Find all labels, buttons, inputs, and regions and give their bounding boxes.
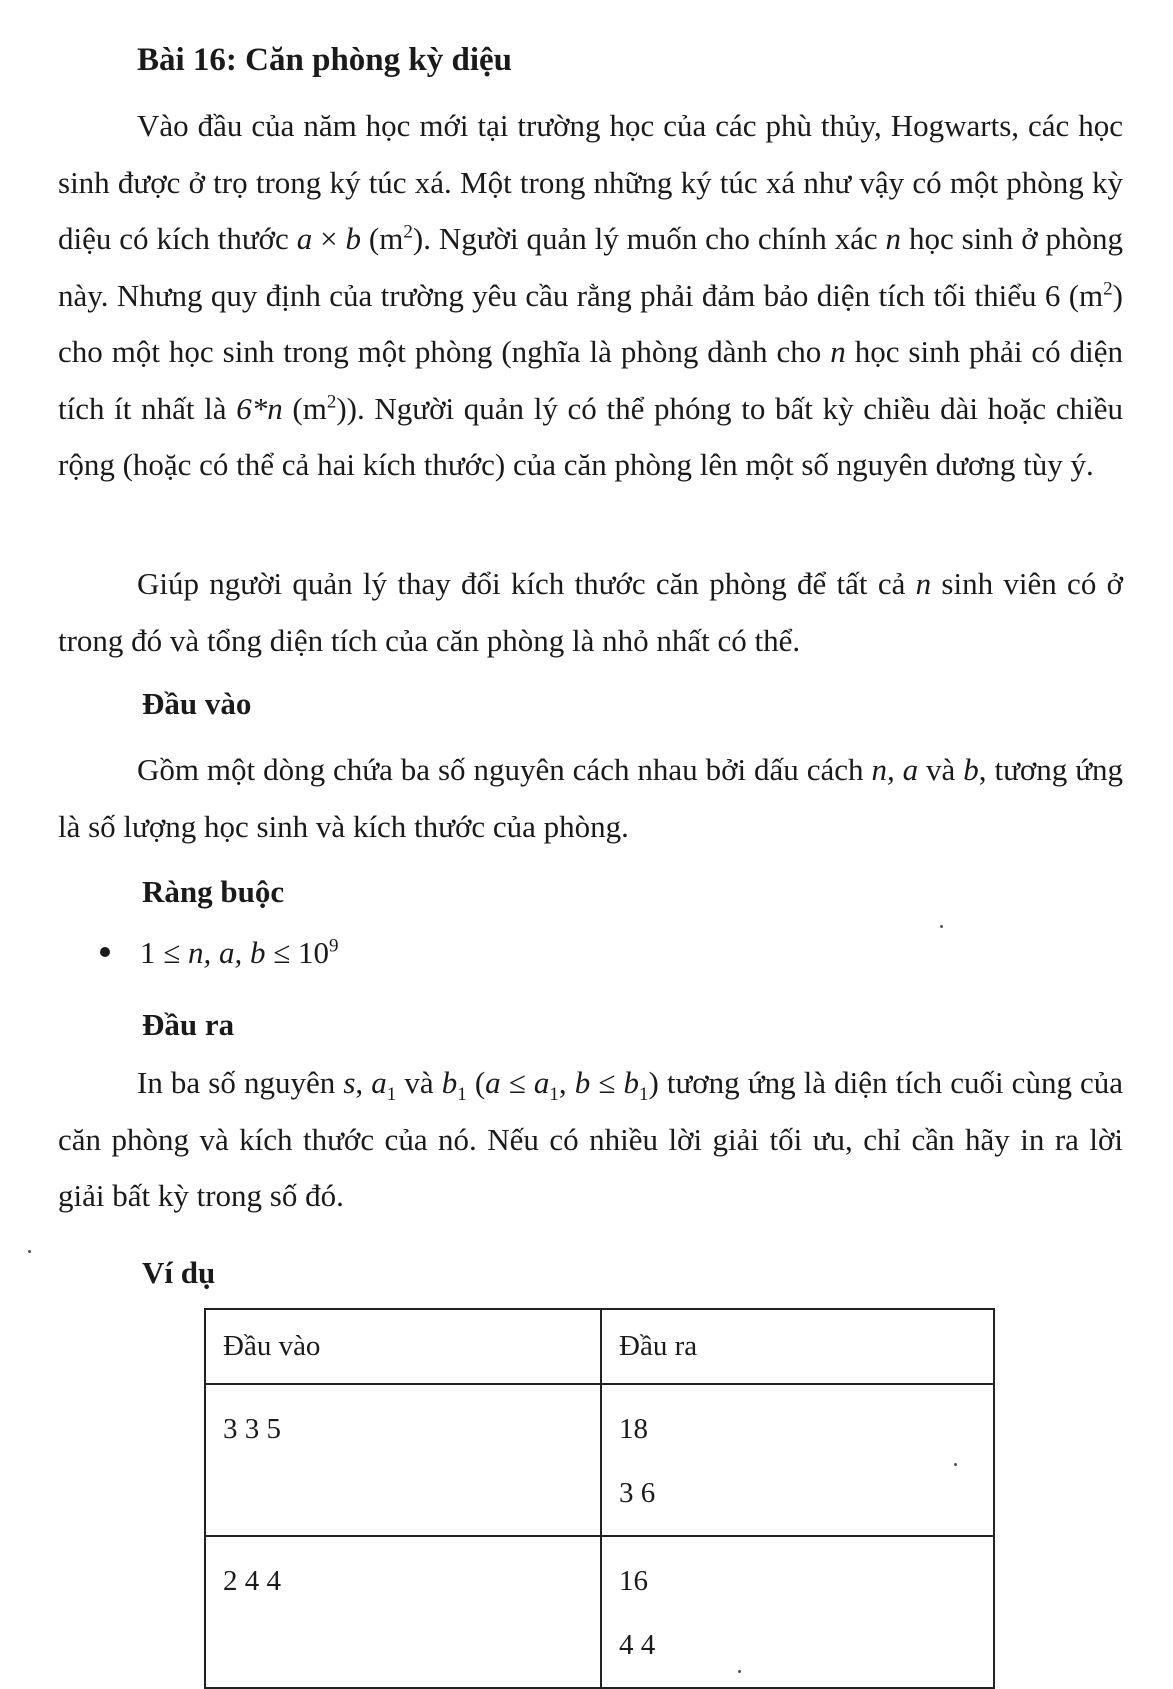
scan-speck	[738, 1670, 741, 1673]
subscript: 1	[549, 1084, 559, 1106]
column-header-input: Đầu vào	[205, 1309, 601, 1384]
punct: (	[466, 1065, 486, 1100]
constraint-prefix: 1 ≤	[140, 935, 189, 970]
example-input-cell	[205, 1536, 601, 1688]
constraint-vars: n, a, b	[188, 935, 266, 970]
var-list: n, a	[871, 752, 919, 787]
table-row	[205, 1536, 994, 1688]
output-description	[58, 1055, 1123, 1225]
input-description	[58, 742, 1123, 855]
statement-text: Vào đầu của năm học mới tại trường học của các phù thủy, Hogwarts, các học sinh được ở trọ trong ký túc xá. Một trong những ký túc xá như vậy có một phòng kỳ diệu có kích thước	[58, 108, 1123, 256]
unit-text: (m	[361, 221, 404, 256]
statement-paragraph-1	[58, 98, 1123, 494]
var-n: n	[830, 334, 846, 369]
constraints-heading: Ràng buộc	[142, 874, 285, 909]
example-input: 2 4 4	[223, 1565, 281, 1597]
example-output-line: 16	[619, 1565, 648, 1597]
problem-title: Bài 16: Căn phòng kỳ diệu	[137, 42, 513, 78]
constraint-bound: ≤ 10	[265, 935, 330, 970]
input-text: Gồm một dòng chứa ba số nguyên cách nhau bởi dấu cách	[137, 752, 872, 787]
statement-paragraph-2	[58, 556, 1123, 669]
statement-text: )). Người quản lý có thể phóng to bất kỳ chiều dài hoặc chiều rộng (hoặc có thể cả hai kích thước) của căn phòng lên một số nguyên dương tùy ý.	[58, 390, 1123, 482]
output-heading: Đầu ra	[142, 1007, 235, 1042]
var-b1: b	[623, 1065, 639, 1100]
statement-text: học sinh phải có diện tích ít nhất là	[58, 334, 1123, 426]
area-expression: 6*n	[236, 390, 283, 426]
times-sign: ×	[312, 221, 346, 256]
var-b: b	[345, 221, 362, 256]
output-text: và	[396, 1065, 442, 1100]
example-output-line: 3 6	[619, 1477, 656, 1509]
var-s: s	[343, 1065, 356, 1100]
example-output-cell	[601, 1536, 994, 1688]
subscript: 1	[457, 1084, 467, 1106]
table-row	[205, 1384, 994, 1536]
input-text: và	[918, 752, 964, 787]
example-heading: Ví dụ	[142, 1255, 216, 1290]
input-text: , tương ứng là số lượng học sinh và kích thước của phòng.	[58, 752, 1123, 844]
example-output-line: 4 4	[619, 1629, 656, 1661]
scan-speck	[954, 1463, 957, 1466]
example-input: 3 3 5	[223, 1413, 281, 1445]
superscript: 2	[1103, 278, 1113, 300]
punct: ,	[355, 1065, 372, 1100]
var-a: a	[485, 1065, 501, 1100]
example-output-line: 18	[619, 1413, 648, 1445]
example-output-cell	[601, 1384, 994, 1536]
var-n: n	[885, 221, 902, 256]
column-header-output: Đầu ra	[601, 1309, 994, 1384]
statement-text: Giúp người quản lý thay đổi kích thước căn phòng để tất cả	[137, 566, 916, 601]
var-b1: b	[441, 1065, 458, 1100]
bullet-dot-icon	[100, 947, 110, 957]
var-b: b	[574, 1065, 591, 1100]
scan-speck	[28, 1250, 31, 1253]
var-a: a	[296, 221, 313, 256]
example-table	[204, 1308, 995, 1689]
var-n: n	[915, 566, 932, 601]
superscript: 2	[403, 221, 413, 243]
input-heading: Đầu vào	[142, 686, 252, 721]
var-a1: a	[371, 1065, 387, 1100]
statement-text: ) cho một học sinh trong một phòng (nghĩa là phòng dành cho	[58, 277, 1123, 369]
unit-text: (m	[282, 390, 327, 426]
superscript: 9	[329, 935, 339, 957]
var-a1: a	[533, 1065, 550, 1100]
var-b: b	[963, 752, 979, 787]
scan-speck	[940, 925, 943, 928]
example-input-cell	[205, 1384, 601, 1536]
statement-text: ). Người quản lý muốn cho chính xác	[412, 221, 886, 256]
statement-text: học sinh ở phòng này. Nhưng quy định của trường yêu cầu rằng phải đảm bảo diện tích tối thiểu 6 (m	[58, 221, 1124, 313]
table-header-row	[205, 1309, 994, 1384]
le-sign: ≤	[590, 1065, 624, 1100]
constraint-text	[140, 935, 339, 971]
output-text: In ba số nguyên	[137, 1065, 344, 1100]
output-text: ) tương ứng là diện tích cuối cùng của căn phòng và kích thước của nó. Nếu có nhiều lời giải tối ưu, chỉ cần hãy in ra lời giải bất kỳ trong số đó.	[58, 1065, 1124, 1213]
superscript: 2	[326, 391, 337, 413]
subscript: 1	[386, 1084, 397, 1106]
statement-text: sinh viên có ở trong đó và tổng diện tích của căn phòng là nhỏ nhất có thể.	[58, 566, 1123, 658]
le-sign: ≤	[500, 1065, 534, 1100]
subscript: 1	[638, 1084, 649, 1106]
constraint-item	[100, 935, 339, 971]
punct: ,	[558, 1065, 575, 1100]
